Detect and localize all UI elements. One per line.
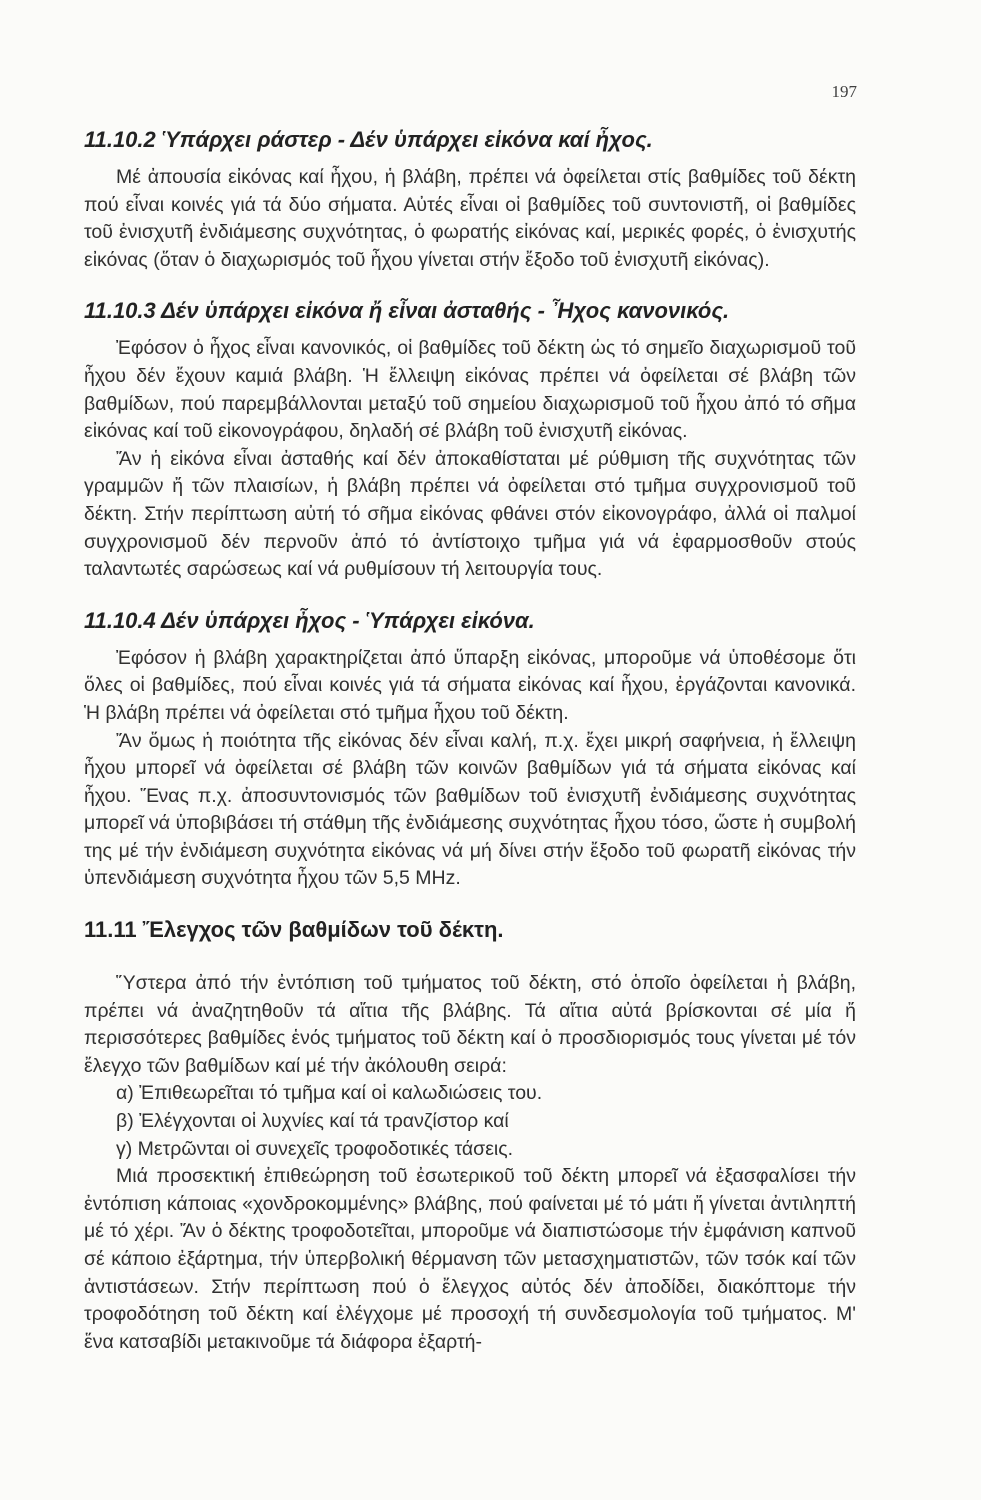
- list-item: β) Ἐλέγχονται οἱ λυχνίες καί τά τρανζίστορ καί: [116, 1110, 509, 1133]
- section-heading-11-10-3: 11.10.3 Δέν ὑπάρχει εἰκόνα ἤ εἶναι ἀσταθής - Ἦχος κανονικός.: [84, 298, 730, 324]
- paragraph: Ἄν ἡ εἰκόνα εἶναι ἀσταθής καί δέν ἀποκαθίσταται μέ ρύθμιση τῆς συχνότητας τῶν γραμμῶν ἤ τῶν πλαισίων, ἡ βλάβη πρέπει νά ὀφείλεται στό τμῆμα συγχρονισμοῦ τοῦ δέκτη. Στήν περίπτωση αὐτή τό σῆμα εἰκόνας φθάνει στόν εἰκονογράφο, ἀλλά οἱ παλμοί συγχρονισμοῦ δέν περνοῦν ἀπό τό ἀντίστοιχο τμῆμα γιά νά ἐφαρμοσθοῦν στούς ταλαντωτές σαρώσεως καί νά ρυθμίσουν τή λειτουργία τους.: [84, 447, 856, 581]
- section-heading-11-11: 11.11 Ἔλεγχος τῶν βαθμίδων τοῦ δέκτη.: [84, 917, 504, 943]
- paragraph: Ἐφόσον ὁ ἦχος εἶναι κανονικός, οἱ βαθμίδες τοῦ δέκτη ὡς τό σημεῖο διαχωρισμοῦ τοῦ ἦχου δέν ἔχουν καμιά βλάβη. Ἡ ἔλλειψη εἰκόνας πρέπει νά ὀφείλεται σέ βλάβη τῶν βαθμίδων, πού παρεμβάλλονται μεταξύ τοῦ σημείου διαχωρισμοῦ τοῦ ἦχου ἀπό τό σῆμα εἰκόνας καί τοῦ εἰκονογράφου, δηλαδή σέ βλάβη τοῦ ἐνισχυτῆ εἰκόνας.: [84, 337, 856, 443]
- paragraph: Μέ ἀπουσία εἰκόνας καί ἦχου, ἡ βλάβη, πρέπει νά ὀφείλεται στίς βαθμίδες τοῦ δέκτη πού εἶναι κοινές γιά τά δύο σήματα. Αὐτές εἶναι οἱ βαθμίδες τοῦ συντονιστῆ, οἱ βαθμίδες τοῦ ἐνισχυτῆ ἐνδιάμεσης συχνότητας, ὁ φωρατής εἰκόνας καί, μερικές φορές, ὁ ἐνισχυτής εἰκόνας (ὅταν ὁ διαχωρισμός τοῦ ἦχου γίνεται στήν ἔξοδο τοῦ ἐνισχυτῆ εἰκόνας).: [84, 166, 856, 271]
- section-heading-11-10-2: 11.10.2 Ὑπάρχει ράστερ - Δέν ὑπάρχει εἰκόνα καί ἦχος.: [84, 127, 653, 152]
- list-item: α) Ἐπιθεωρεῖται τό τμῆμα καί οἱ καλωδιώσεις του.: [116, 1082, 543, 1105]
- paragraph: Μιά προσεκτική ἐπιθεώρηση τοῦ ἐσωτερικοῦ τοῦ δέκτη μπορεῖ νά ἐξασφαλίσει τήν ἐντόπιση κάποιας «χονδροκομμένης» βλάβης, πού φαίνεται μέ τό μάτι ἤ γίνεται ἀντιληπτή μέ τό χέρι. Ἄν ὁ δέκτης τροφοδοτεῖται, μποροῦμε νά διαπιστώσομε τήν ἐμφάνιση καπνοῦ σέ κάποιο ἐξάρτημα, τήν ὑπερβολική θέρμανση τῶν μετασχηματιστῶν, τῶν τσόκ καί τῶν ἀντιστάσεων. Στήν περίπτωση πού ὁ ἔλεγχος αὐτός δέν ἀποδίδει, διακόπτομε τήν τροφοδότηση τοῦ δέκτη καί ἐλέγχομε μέ προσοχή τή συνδεσμολογία τοῦ τμήματος. Μ' ἕνα κατσαβίδι μετακινοῦμε τά διάφορα ἐξαρτή-: [84, 1165, 856, 1353]
- section-heading-11-10-4: 11.10.4 Δέν ὑπάρχει ἦχος - Ὑπάρχει εἰκόνα.: [84, 607, 535, 633]
- page-number: 197: [831, 82, 857, 101]
- paragraph: Ἐφόσον ἡ βλάβη χαρακτηρίζεται ἀπό ὕπαρξη εἰκόνας, μποροῦμε νά ὑποθέσομε ὅτι ὅλες οἱ βαθμίδες, πού εἶναι κοινές γιά τά σήματα εἰκόνας καί ἦχου, ἐργάζονται κανονικά. Ἡ βλάβη πρέπει νά ὀφείλεται στό τμῆμα ἦχου τοῦ δέκτη.: [84, 646, 856, 724]
- paragraph: Ὕστερα ἀπό τήν ἐντόπιση τοῦ τμήματος τοῦ δέκτη, στό ὁποῖο ὀφείλεται ἡ βλάβη, πρέπει νά ἀναζητηθοῦν τά αἴτια τῆς βλάβης. Τά αἴτια αὐτά βρίσκονται σέ μία ἤ περισσότερες βαθμίδες ἑνός τμήματος τοῦ δέκτη καί ὁ προσδιορισμός τους γίνεται μέ τόν ἔλεγχο τῶν βαθμίδων καί μέ τήν ἀκόλουθη σειρά:: [84, 972, 856, 1077]
- list-item: γ) Μετρῶνται οἱ συνεχεῖς τροφοδοτικές τάσεις.: [116, 1137, 514, 1160]
- page-content: [84, 125, 856, 1356]
- paragraph: Ἄν ὅμως ἡ ποιότητα τῆς εἰκόνας δέν εἶναι καλή, π.χ. ἔχει μικρή σαφήνεια, ἡ ἔλλειψη ἦχου μπορεῖ νά ὀφείλεται σέ βλάβη τῶν κοινῶν βαθμίδων γιά τά σήματα εἰκόνας καί ἦχου. Ἕνας π.χ. ἀποσυντονισμός τῶν βαθμίδων τοῦ ἐνισχυτῆ ἐνδιάμεσης συχνότητας μπορεῖ νά ὑποβιβάσει τή στάθμη τῆς ἐνδιάμεσης συχνότητας ἦχου τόσο, ὥστε ἡ συμβολή της μέ τήν ἐνδιάμεση συχνότητα εἰκόνας νά μή δίνει στήν ἔξοδο τοῦ φωρατῆ εἰκόνας τήν ὑπενδιάμεση συχνότητα ἦχου τῶν 5,5 MHz.: [84, 729, 856, 890]
